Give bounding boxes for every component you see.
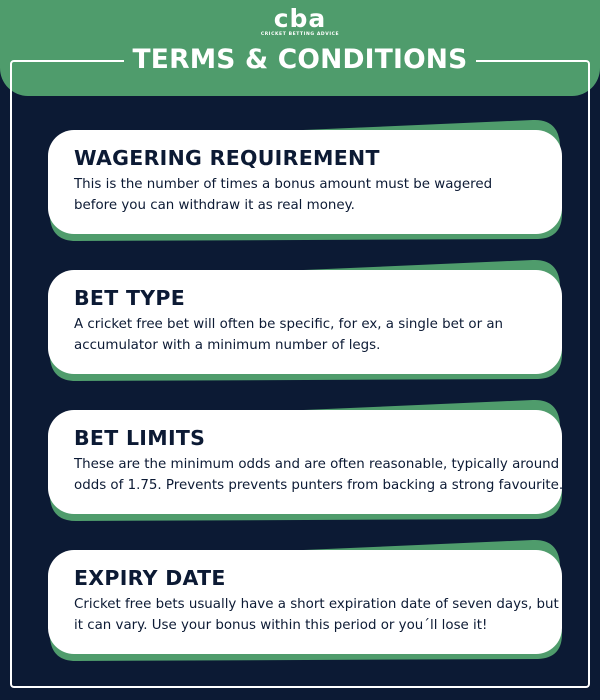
card-text-line: Cricket free bets usually have a short expiration date of seven days, but: [74, 597, 559, 612]
card-expiry-date: [48, 538, 562, 644]
card: [48, 410, 562, 514]
card-text-line: A cricket free bet will often be specific, for ex, a single bet or an: [74, 317, 504, 332]
card-text-line: accumulator with a minimum number of legs.: [74, 338, 381, 353]
card: [48, 550, 562, 654]
card-title: BET TYPE: [74, 286, 186, 310]
card-text-line: This is the number of times a bonus amount must be wagered: [74, 177, 493, 192]
card-bet-limits: [48, 398, 562, 504]
logo-tagline: CRICKET BETTING ADVICE: [260, 32, 340, 37]
card-text-line: odds of 1.75. Prevents prevents punters from backing a strong favourite.: [74, 478, 564, 493]
card: [48, 270, 562, 374]
brand-logo: [0, 6, 600, 38]
card-wagering-requirement: [48, 118, 562, 224]
card-title: EXPIRY DATE: [74, 566, 226, 590]
logo-wordmark: cba: [273, 4, 327, 33]
card: [48, 130, 562, 234]
card-title: BET LIMITS: [74, 426, 206, 450]
card-bet-type: [48, 258, 562, 364]
card-text-line: before you can withdraw it as real money.: [74, 198, 355, 213]
card-title: WAGERING REQUIREMENT: [74, 146, 380, 170]
card-text-line: These are the minimum odds and are often reasonable, typically around: [74, 457, 560, 472]
card-text-line: it can vary. Use your bonus within this period or you´ll lose it!: [74, 618, 488, 633]
page-title: TERMS & CONDITIONS: [124, 41, 477, 79]
